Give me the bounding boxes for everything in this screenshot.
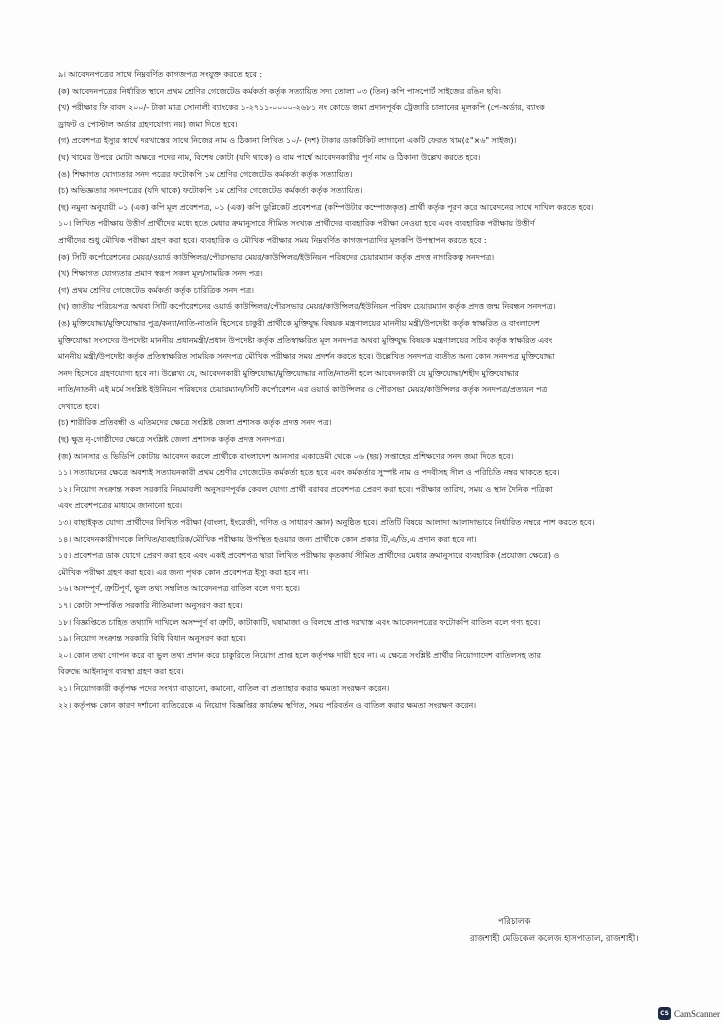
text-line: মাননীয় মন্ত্রী/উপদেষ্টা কর্তৃক প্রতিস্বাক্ষরিত সাময়িক সনদপত্র মৌখিক পরীক্ষার সময় প্রদর্শন করতে হবে। উল্লেখিত সনদপত্র ব্যতীত অন্য কোন সনদপত্র মুক্তিযোদ্ধা (58, 351, 555, 362)
text-line: ২১। নিয়োগকারী কর্তৃপক্ষ পদের সংখ্যা বাড়ানো, কমানো, বাতিল বা প্রত্যাহার করার ক্ষমতা সংরক্ষণ করেন। (58, 682, 390, 693)
camscanner-logo-icon: CS (658, 1007, 671, 1020)
text-line: (ছ) নমুনা অনুযায়ী ০১ (এক) কপি মূল প্রবেশপত্র, ০১ (এক) কপি ডুপ্লিকেট প্রবেশপত্র (কম্পিউটার কম্পোজকৃত) প্রার্থী কর্তৃক পূরণ করে আবেদনের সাথে দাখিল করতে হবে। (58, 201, 594, 212)
text-line: (ঙ) মুক্তিযোদ্ধা/মুক্তিযোদ্ধার পুত্র/কন্যা/নাতি-নাতনি হিসেবে চাকুরী প্রার্থীকে মুক্তিযুদ্ধ বিষয়ক মন্ত্রণালয়ের মাননীয় মন্ত্রী/উপদেষ্টা কর্তৃক স্বাক্ষরিত ও বাংলাদেশ (58, 317, 540, 328)
text-line: ড্রাফট ও পোস্টাল অর্ডার গ্রহণযোগ্য নয়) জমা দিতে হবে। (58, 118, 238, 129)
text-line: ১০। লিখিত পরীক্ষায় উত্তীর্ণ প্রার্থীদের মধ্যে হতে মেধার ক্রমানুসারে সীমিত সংখ্যক প্রার্থীদের ব্যবহারিক পরীক্ষা নেওয়া হবে এবং ব্যবহারিক পরীক্ষায় উত্তীর্ণ (58, 218, 535, 229)
signatory-office: রাজশাহী মেডিকেল কলেজ হাসপাতাল, রাজশাহী। (470, 934, 639, 944)
text-line: (ঘ) খামের উপরে মোটা অক্ষরে পদের নাম, বিশেষ কোটা (যদি থাকে) ও বাম পার্শ্বে আবেদনকারীর পূর্ণ নাম ও ঠিকানা উল্লেখ করতে হবে। (58, 151, 481, 162)
text-line: (ঘ) জাতীয় পরিচয়পত্র অথবা সিটি কর্পোরেশনের ওয়ার্ড কাউন্সিলর/পৌরসভার মেয়র/কাউন্সিলর/ইউনিয়ন পরিষদ চেয়ারম্যান কর্তৃক প্রদত্ত জন্ম নিবন্ধন সনদপত্র। (58, 301, 556, 312)
camscanner-watermark (658, 1007, 720, 1020)
text-line: দেখাতে হবে। (58, 400, 100, 411)
text-line: নাতি/নাতনী এই মর্মে সংশ্লিষ্ট ইউনিয়ন পরিষদের চেয়ারম্যান/সিটি কর্পোরেশন এর ওয়ার্ড কাউন্সিলর ও পৌরসভা মেয়র/কাউন্সিলর কর্তৃক সনদপত্র/প্রত্যয়ন পত্র (58, 384, 548, 395)
text-line: বিরুদ্ধে আইনানুগ ব্যবস্থা গ্রহণ করা হবে। (58, 666, 184, 677)
text-line: ৯। আবেদনপত্রের সাথে নিম্নবর্ণিত কাগজপত্র সংযুক্ত করতে হবে : (58, 69, 262, 79)
text-line: ১৬। অসম্পূর্ণ, ত্রুটিপূর্ণ, ভুল তথ্য সম্বলিত আবেদনপত্র বাতিল বলে গণ্য হবে। (58, 583, 300, 594)
text-line: (খ) শিক্ষাগত যোগ্যতার প্রমাণ স্বরূপ সকল মূল/সাময়িক সনদ পত্র। (58, 268, 263, 279)
text-line: মুক্তিযোদ্ধা সংসদের উপদেষ্টা মাননীয় প্রধানমন্ত্রী/প্রধান উপদেষ্টা কর্তৃক প্রতিস্বাক্ষরিত মূল সনদপত্র অথবা মুক্তিযুদ্ধ বিষয়ক মন্ত্রণালয়ের সচিব কর্তৃক স্বাক্ষরিত এবং (58, 334, 553, 345)
text-line: (গ) প্রবেশপত্র ইস্যুর স্বার্থে দরখাস্তের সাথে নিজের নাম ও ঠিকানা লিখিত ১০/- (দশ) টাকার ডাকটিকিট লাগানো একটি ফেরত খাম(৫"×৬" সাইজ)। (58, 135, 517, 146)
text-line: সনদ হিসেবে গ্রহণযোগ্য হবে না। উল্লেখ্য যে, আবেদনকারী মুক্তিযোদ্ধা/মুক্তিযোদ্ধার নাতি/নাতনী হলে আবেদনকারী যে মুক্তিযোদ্ধা/শহীদ মুক্তিযোদ্ধার (58, 367, 519, 378)
text-line: (চ) শারীরিক প্রতিবন্ধী ও এতিমদের ক্ষেত্রে সংশ্লিষ্ট জেলা প্রশাসক কর্তৃক প্রদত্ত সনদ পত্র। (58, 417, 332, 428)
text-line: প্রার্থীদের শুধু মৌখিক পরীক্ষা গ্রহণ করা হবে। ব্যবহারিক ও মৌখিক পরীক্ষার সময় নিম্নবর্ণিত কাগজপত্রাদির মূলকপি উপস্থাপন করতে হবে : (58, 234, 487, 245)
text-line: (ক) সিটি কর্পোরেশনের মেয়র/ওয়ার্ড কাউন্সিলর/পৌরসভার মেয়র/কাউন্সিলর/ইউনিয়ন পরিষদের চেয়ারম্যান কর্তৃক প্রদত্ত নাগরিকত্ব সনদপত্র। (58, 251, 494, 262)
camscanner-label: CamScanner (674, 1008, 720, 1019)
text-line: ১৩। বাছাইকৃত যোগ্য প্রার্থীদের লিখিত পরীক্ষা (বাংলা, ইংরেজী, গণিত ও সাধারণ জ্ঞান) অনুষ্ঠিত হবে। প্রতিটি বিষয়ে আলাদা আলাদাভাবে নির্ধারিত নম্বরে পাশ করতে হবে। (58, 517, 595, 528)
text-line: মৌখিক পরীক্ষা গ্রহণ করা হবে। এর জন্য পৃথক কোন প্রবেশপত্র ইস্যু করা হবে না। (58, 566, 309, 577)
text-line: ১২। নিয়োগ সংক্রান্ত সকল সরকারি নিয়মাবলী অনুসরণপূর্বক কেবল যোগ্য প্রার্থী বরাবর প্রবেশপত্র প্রেরণ করা হবে। পরীক্ষার তারিখ, সময় ও স্থান দৈনিক পত্রিকা (58, 483, 553, 494)
text-line: (ছ) ক্ষুদ্র নৃ-গোষ্ঠীদের ক্ষেত্রে সংশ্লিষ্ট জেলা প্রশাসক কর্তৃক প্রদত্ত সনদপত্র। (58, 434, 285, 445)
text-line: ১১। সত্যায়নের ক্ষেত্রে অবশ্যই সত্যায়নকারী প্রথম শ্রেণীর গেজেটেড কর্মকর্তা হতে হবে এবং কর্মকর্তার সুস্পষ্ট নাম ও পদবীসহ সীল ও পরিচিতি নম্বর থাকতে হবে। (58, 467, 560, 478)
text-line: এবং প্রবেশপত্রের মাধ্যমে জানানো হবে। (58, 500, 183, 511)
text-line: ১৭। কোটা সম্পর্কিত সরকারি নীতিমালা অনুসরণ করা হবে। (58, 600, 243, 610)
signature-block (470, 914, 690, 948)
text-line: (ক) আবেদনপত্রের নির্ধারিত স্থানে প্রথম শ্রেণির গেজেটেড কর্মকর্তা কর্তৃক সত্যায়িত সদ্য তোলা ০৩ (তিন) কপি পাসপোর্ট সাইজের রঙিন ছবি। (58, 85, 501, 96)
text-line: (গ) প্রথম শ্রেণির গেজেটেড কর্মকর্তা কর্তৃক চারিত্রিক সনদ পত্র। (58, 284, 254, 295)
text-line: (জ) আনসার ও ভিডিপি কোটায় আবেদন করলে প্রার্থীকে বাংলাদেশ আনসার একাডেমী থেকে ০৬ (ছয়) সপ্তাহের প্রশিক্ষণের সনদ জমা দিতে হবে। (58, 450, 514, 461)
text-line: (খ) পরীক্ষার ফি বাবদ ২০০/- টাকা মাত্র সোনালী ব্যাংকের ১-২৭১১-০০০০-২৬৮১ নং কোডে জমা প্রদানপূর্বক ট্রেজারি চালানের মূলকপি (পে-অর্ডার, ব্যাংক (58, 102, 545, 113)
signatory-title: পরিচালক (498, 917, 531, 927)
text-line: ১৮। বিজ্ঞপ্তিতে চাহিত তথ্যাদি দাখিলে অসম্পূর্ণ বা ত্রুটি, কাটাকাটি, ঘষামাজা ও বিলম্বে প্রাপ্ত দরখাস্ত এবং আবেদনপত্রের ফটোকপি বাতিল বলে গণ্য হবে। (58, 616, 541, 627)
text-line: ২০। কোন তথ্য গোপন করে বা ভুল তথ্য প্রদান করে চাকুরিতে নিয়োগ প্রাপ্ত হলে কর্তৃপক্ষ দায়ী হবে না। এ ক্ষেত্রে সংশ্লিষ্ট প্রার্থীর নিয়োগাদেশ বাতিলসহ তার (58, 649, 541, 660)
text-line: (ঙ) শিক্ষাগত যোগ্যতার সনদ পত্রের ফটোকপি ১ম শ্রেণির গেজেটেড কর্মকর্তা কর্তৃক সত্যায়িত। (58, 168, 353, 179)
text-line: ১৯। নিয়োগ সংক্রান্ত সরকারি বিধি বিধান অনুসরণ করা হবে। (58, 633, 246, 644)
text-line: ২২। কর্তৃপক্ষ কোন কারণ দর্শানো ব্যতিরেকে এ নিয়োগ বিজ্ঞপ্তির কার্যক্রম স্থগিত, সময় পরিবর্তন ও বাতিল করার ক্ষমতা সংরক্ষণ করেন। (58, 699, 476, 710)
text-line: ১৪। আবেদনকারীগণকে লিখিত/ব্যবহারিক/মৌখিক পরীক্ষায় উপস্থিত হওয়ার জন্য প্রার্থীকে কোন প্রকার টি,এ/ডি,এ প্রদান করা হবে না। (58, 533, 477, 544)
text-line: ১৫। প্রবেশপত্র ডাক যোগে প্রেরণ করা হবে এবং একই প্রবেশপত্র দ্বারা লিখিত পরীক্ষায় কৃতকার্য সীমিত প্রার্থীদের মেধার ক্রমানুসারে ব্যবহারিক (প্রযোজ্য ক্ষেত্রে) ও (58, 550, 560, 561)
notice-body (58, 66, 706, 713)
text-line: (চ) অভিজ্ঞতার সনদপত্রের (যদি থাকে) ফটোকপি ১ম শ্রেণির গেজেটেড কর্মকর্তা কর্তৃক সত্যায়িত। (58, 185, 363, 196)
